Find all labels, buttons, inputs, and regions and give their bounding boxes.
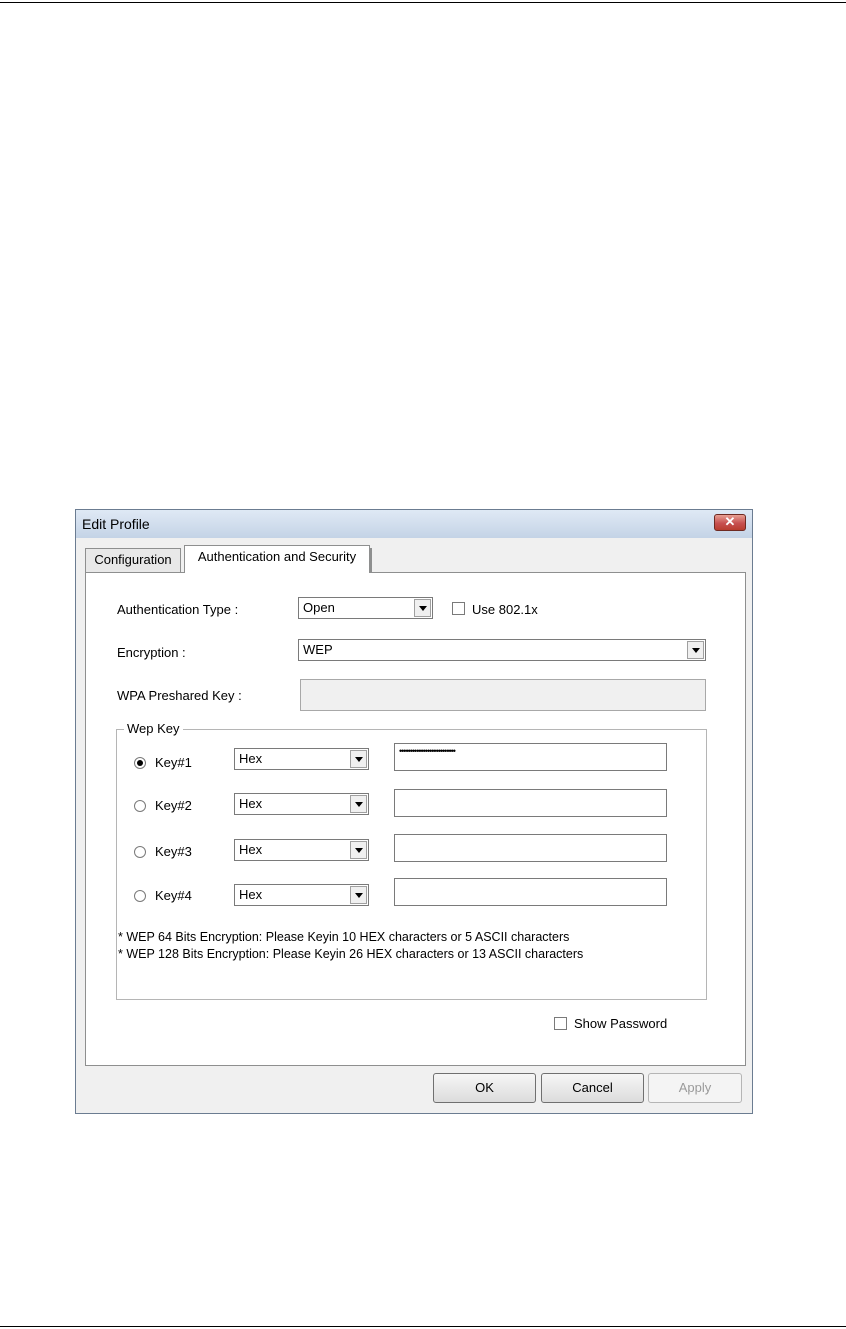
use-8021x-checkbox[interactable] (452, 602, 465, 615)
dropdown-arrow-icon (350, 841, 367, 859)
ok-button[interactable] (433, 1073, 536, 1103)
auth-type-select[interactable] (298, 597, 433, 619)
wpa-preshared-key-label: WPA Preshared Key : (117, 688, 242, 703)
dropdown-arrow-icon (687, 641, 704, 659)
key3-format-value: Hex (239, 842, 263, 857)
key1-input[interactable] (394, 743, 667, 771)
apply-button-label: Apply (678, 1080, 712, 1095)
close-icon: ✕ (724, 514, 736, 529)
tab-authentication-security[interactable] (184, 545, 370, 573)
dropdown-arrow-icon (350, 795, 367, 813)
key1-format-value: Hex (239, 751, 263, 766)
key4-label: Key#4 (155, 888, 192, 903)
dialog-title: Edit Profile (82, 516, 150, 532)
key4-format-value: Hex (239, 887, 263, 902)
close-button[interactable] (714, 514, 746, 531)
tab-configuration[interactable] (85, 548, 181, 572)
key3-label: Key#3 (155, 844, 192, 859)
key3-format-select[interactable] (234, 839, 369, 861)
auth-type-value: Open (303, 600, 335, 615)
dropdown-arrow-icon (350, 750, 367, 768)
ok-button-label: OK (475, 1080, 494, 1095)
key2-label: Key#2 (155, 798, 192, 813)
key2-format-select[interactable] (234, 793, 369, 815)
wep128-note: * WEP 128 Bits Encryption: Please Keyin 26 HEX characters or 13 ASCII characters (118, 947, 584, 961)
wpa-preshared-key-input[interactable] (300, 679, 706, 711)
key1-format-select[interactable] (234, 748, 369, 770)
cancel-button-label: Cancel (572, 1080, 613, 1095)
dropdown-arrow-icon (414, 599, 431, 617)
key4-format-select[interactable] (234, 884, 369, 906)
encryption-label: Encryption : (117, 645, 186, 660)
page-bottom-rule (0, 1326, 846, 1327)
auth-type-label: Authentication Type : (117, 602, 239, 617)
wep64-note: * WEP 64 Bits Encryption: Please Keyin 10 HEX characters or 5 ASCII characters (118, 930, 570, 944)
key3-radio[interactable] (134, 846, 146, 858)
encryption-value: WEP (303, 642, 333, 657)
page-top-rule (0, 2, 846, 3)
use-8021x-label: Use 802.1x (472, 602, 538, 617)
cancel-button[interactable] (541, 1073, 644, 1103)
key2-radio[interactable] (134, 800, 146, 812)
key1-radio[interactable] (134, 757, 146, 769)
title-bar (76, 510, 752, 538)
key4-radio[interactable] (134, 890, 146, 902)
key1-masked-value: •••••••••••••••••••••••••• (399, 746, 455, 756)
key4-input[interactable] (394, 878, 667, 906)
tab-configuration-label: Configuration (94, 552, 172, 567)
tab-authentication-security-label: Authentication and Security (197, 549, 357, 564)
wep-key-group-title: Wep Key (124, 721, 183, 736)
encryption-select[interactable] (298, 639, 706, 661)
key3-input[interactable] (394, 834, 667, 862)
key2-format-value: Hex (239, 796, 263, 811)
show-password-checkbox[interactable] (554, 1017, 567, 1030)
key2-input[interactable] (394, 789, 667, 817)
key1-label: Key#1 (155, 755, 192, 770)
apply-button[interactable] (648, 1073, 742, 1103)
dropdown-arrow-icon (350, 886, 367, 904)
show-password-label: Show Password (574, 1016, 668, 1031)
